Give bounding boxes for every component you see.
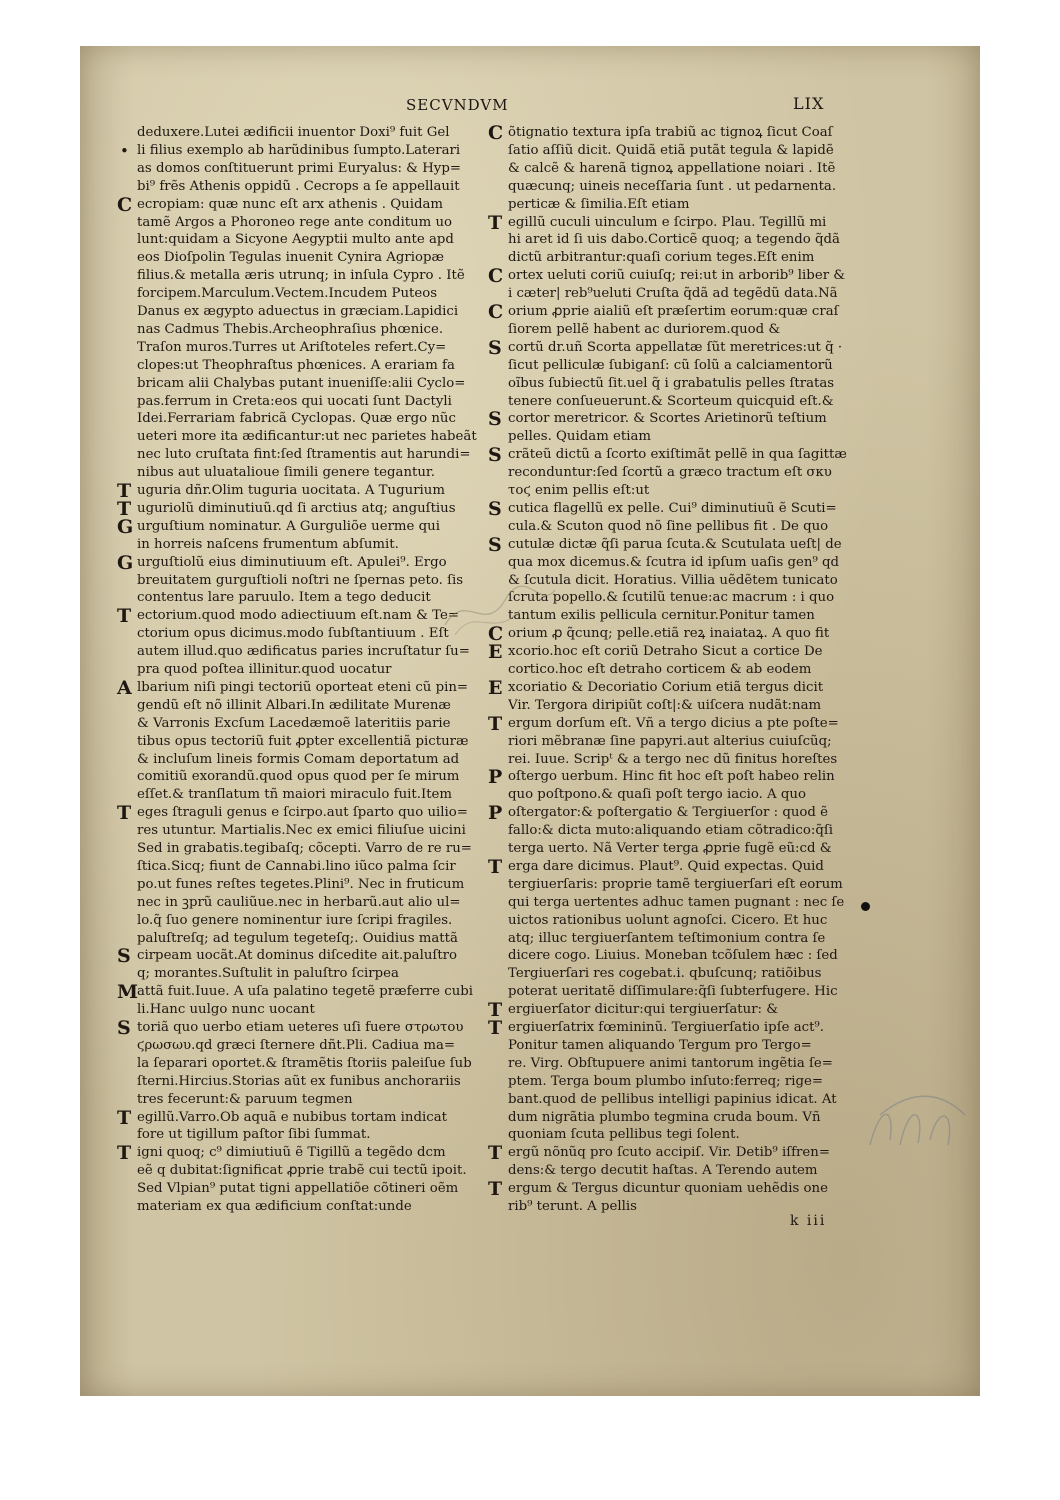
text-line: dicere cogo. Liuius. Moneban tcõſulem hæc : ſed — [508, 948, 838, 964]
text-line: uictos rationibus uolunt agnoſci. Cicero. Et huc — [508, 912, 828, 928]
text-line: ergũ nõnũq pro ſcuto accipiſ. Vir. Detib⁹ iſfren= — [508, 1145, 830, 1161]
text-line: poterat ueritatẽ diſſimulare:q̃ſi ſubterfugere. Hic — [508, 984, 838, 1000]
text-line: oĩbus ſubiectũ ſit.uel q̃ i grabatulis pelles ſtratas — [508, 375, 835, 391]
text-line: xcoriatio & Decoriatio Corium etiã tergus dicit — [508, 679, 824, 695]
text-line: lunt:quidam a Sicyone Aegyptii multo ante apd — [137, 232, 454, 248]
text-line: qui terga uertentes adhuc tamen pugnant : nec ſe — [508, 894, 845, 910]
marginal-initial: T — [117, 802, 132, 825]
text-line: la ſeparari oportet.& ſtramẽtis ſtoriis paleiſue ſub — [137, 1055, 472, 1071]
text-line: autem illud.quo ædificatus paries incruſtatur ſu= — [137, 644, 470, 660]
text-line: in horreis naſcens frumentum abſumit. — [137, 536, 399, 552]
text-line: tres fecerunt:& paruum tegmen — [137, 1091, 353, 1107]
text-line: Traſon muros.Turres ut Ariſtoteles refert.Cy= — [137, 339, 447, 355]
marginal-initial: A — [117, 676, 132, 699]
text-line: igni quoq; c⁹ dimiutiuũ ẽ Tigillũ a tegẽdo dcm — [137, 1145, 446, 1161]
marginal-initial: C — [488, 265, 504, 288]
text-line: ptem. Terga boum plumbo inſuto:ferreq; rige= — [508, 1073, 823, 1089]
text-line: eos Dioſpolin Tegulas inuenit Cynira Agriopæ — [137, 250, 444, 266]
marginal-initial: T — [488, 1178, 503, 1201]
text-line: cutica flagellũ ex pelle. Cui⁹ diminutiuũ ẽ Scuti= — [508, 500, 837, 516]
marginal-initial: S — [488, 336, 502, 359]
text-line: lo.q̃ ſuo genere nominentur iure ſcripi fragiles. — [137, 912, 453, 928]
text-line: li filius exemplo ab harũdinibus ſumpto.Laterari — [137, 142, 461, 158]
text-line: Sed Vlpian⁹ putat tigni appellatiõe cõtineri oẽm — [137, 1181, 459, 1197]
text-line: pelles. Quidam etiam — [508, 429, 652, 445]
text-line: riori mẽbranæ ſine papyri.aut alterius cuiuſcũq; — [508, 733, 832, 749]
text-line: õtignatio textura ipſa trabiũ ac tignoꝝ ſicut Coaſ — [508, 125, 833, 140]
text-line: ergiuerſatrix fœmininũ. Tergiuerſatio ipſe act⁹. — [508, 1020, 824, 1035]
text-line: ergum dorſum eſt. Vñ a tergo dicius a pte poſte= — [508, 715, 839, 731]
text-line: pra quod poſtea illinitur.quod uocatur — [137, 662, 392, 677]
text-line: toriã quo uerbo etiam ueteres uſi fuere στρωτου — [137, 1020, 464, 1035]
marginal-initial: T — [117, 605, 132, 628]
marginal-initial: T — [488, 211, 503, 234]
text-line: deduxere.Lutei ædificii inuentor Doxi⁹ fuit Gel — [137, 125, 450, 140]
text-line: Sed in grabatis.tegibaſq; cõcepti. Varro de re ru= — [137, 841, 472, 856]
text-line: terga uerto. Nã Verter terga ꝓprie fugẽ eũ:cd & — [508, 841, 832, 856]
text-line: crãteũ dictũ a ſcorto exiſtimãt pellẽ in qua ſagittæ — [508, 447, 847, 463]
text-line: bant.quod de pellibus intelligi papinius idicat. At — [508, 1091, 837, 1107]
text-line: ectorium.quod modo adiectiuum eſt.nam & Te= — [137, 608, 460, 624]
text-line: ortex ueluti coriũ cuiuſq; rei:ut in arborib⁹ liber & — [508, 268, 846, 284]
text-line: po.ut funes reſtes tegetes.Plini⁹. Nec in fruticum — [137, 876, 465, 892]
text-line: eges ſtraguli genus e ſcirpo.aut ſparto quo uilio= — [137, 805, 468, 821]
ink-blot — [861, 902, 870, 911]
marginal-initial: T — [117, 497, 132, 520]
marginal-initial: E — [488, 641, 503, 664]
text-line: oſtergator:& poſtergatio & Tergiuerſor : quod ẽ — [508, 805, 829, 821]
text-line: cortor meretricor. & Scortes Arietinorũ teſtium — [508, 411, 827, 427]
text-line: & incluſum lineis formis Comam deportatum ad — [137, 751, 460, 767]
marginal-initial: T — [117, 1142, 132, 1165]
text-line: & ſcutula dicit. Horatius. Villia uẽdẽtem tunicato — [508, 572, 838, 588]
text-line: contentus lare paruulo. Item a tego deducit — [137, 590, 431, 606]
text-line: xcorio.hoc eſt coriũ Detraho Sicut a cortice De — [508, 644, 823, 660]
text-line: filius.& metalla æris utrunq; in inſula Cypro . Itẽ — [137, 268, 465, 284]
text-line: cula.& Scuton quod nõ ſine pellibus fit . De quo — [508, 518, 829, 534]
text-line: Idei.Ferrariam fabricã Cyclopas. Quæ ergo nũc — [137, 411, 456, 427]
text-line: Vir. Tergora diripiũt coſt|:& uiſcera nudãt:nam — [508, 697, 822, 713]
marginal-initial: T — [117, 480, 132, 502]
running-header: SECVNDVM — [406, 96, 509, 114]
text-line: uguria dñr.Olim tuguria uocitata. A Tugurium — [137, 483, 445, 498]
text-line: & Varronis Excſum Lacedæmoẽ lateritiis parie — [137, 715, 451, 731]
text-line: eſſet.& tranſlatum tñ maiori miraculo fuit.Item — [137, 787, 453, 803]
text-line: uguriolũ diminutiuũ.qd ſi arctius atq; anguſtius — [137, 500, 456, 516]
text-line: oſtergo uerbum. Hinc fit hoc eſt poſt habeo relin — [508, 769, 835, 785]
marginal-initial: T — [488, 712, 503, 735]
text-line: li.Hanc uulgo nunc uocant — [137, 1002, 315, 1018]
text-line: fore ut tigillum paſtor ſibi ſummat. — [137, 1127, 371, 1143]
text-line: nas Cadmus Thebis.Archeophraſius phœnice. — [137, 321, 444, 337]
text-line: breuitatem gurguſtioli noſtri ne ſpernas peto. ſis — [137, 572, 464, 588]
marginal-initial: T — [488, 1017, 503, 1039]
text-line: res utuntur. Martialis.Nec ex emici filiuſue uicini — [137, 823, 466, 839]
text-line: orium ꝓprie aialiũ eſt præſertim eorum:quæ craſ — [508, 304, 839, 319]
marginal-initial: P — [488, 766, 503, 789]
marginal-initial: T — [488, 855, 503, 878]
text-line: bi⁹ frẽs Athenis oppidũ . Cecrops a ſe appellauit — [137, 178, 460, 194]
marginal-initial: T — [117, 1106, 132, 1129]
marginal-initial: T — [488, 999, 503, 1022]
text-line: ϛρωσωυ.qd græci ſternere dñt.Pli. Cadiua ma= — [137, 1037, 456, 1053]
text-line: gendũ eſt nõ illinit Albari.In ædilitate Murenæ — [137, 697, 451, 713]
text-line: fallo:& dicta muto:aliquando etiam cõtradico:q̃ſi — [508, 823, 834, 839]
text-line: qua mox dicemus.& ſcutra id ipſum uaſis gen⁹ qd — [508, 554, 840, 570]
text-line: ſicut pelliculæ ſubiganſ: cũ ſolũ a calciamentorũ — [508, 357, 833, 373]
text-line: orium ꝓ q̃cunq; pelle.etiã reꝝ inaiataꝝ. A quo fit — [508, 626, 830, 642]
text-line: erga dare dicimus. Plaut⁹. Quid expectas. Quid — [508, 858, 824, 874]
text-line: urguſtium nominatur. A Gurguliõe uerme qui — [137, 518, 440, 534]
text-line: perticæ & ſimilia.Eſt etiam — [508, 196, 690, 212]
text-line: cirpeam uocãt.At dominus diſcedite ait.paluſtro — [137, 948, 458, 964]
marginal-dot: • — [120, 141, 129, 160]
marginal-initial: C — [117, 193, 133, 216]
text-line: comitiũ exorandũ.quod opus quod per ſe mirum — [137, 769, 460, 785]
text-line: dum nigrãtia plumbo tegmina cruda boum. Vñ — [508, 1109, 821, 1125]
text-line: ueteri more ita ædificantur:ut nec parietes habeãt — [137, 429, 477, 445]
text-line: forcipem.Marculum.Vectem.Incudem Puteos — [137, 286, 438, 302]
text-line: ſatio aſſiũ dicit. Quidã etiã putãt tegula & lapidẽ — [508, 142, 834, 158]
text-line: & calcẽ & harenã tignoꝝ appellatione noiari . Itẽ — [508, 160, 836, 176]
text-line: Danus ex ægypto aduectus in græciam.Lapidici — [137, 304, 459, 319]
text-line: quo poſtpono.& quaſi poſt tergo iacio. A quo — [508, 787, 806, 803]
text-line: attã fuit.Iuue. A uſa palatino tegetẽ præferre cubi — [137, 984, 474, 1000]
text-line: tamẽ Argos a Phoroneo rege ante conditum uo — [137, 214, 453, 230]
text-line: rei. Iuue. Scripᵗ & a tergo nec dũ finitus horeſtes — [508, 751, 838, 767]
marginal-initial: C — [488, 623, 504, 646]
marginal-initial: T — [488, 1142, 503, 1165]
text-line: ergum & Tergus dicuntur quoniam uehẽdis one — [508, 1181, 828, 1197]
marginal-initial: S — [488, 444, 502, 467]
marginal-initial: S — [117, 945, 131, 968]
text-line: as domos conſtituerunt primi Euryalus: & Hyp= — [137, 160, 461, 176]
text-line: cutulæ dictæ q̃ſi parua ſcuta.& Scutulata ueſt| de — [508, 536, 842, 552]
text-line: clopes:ut Theophraſtus phœnices. A erariam fa — [137, 357, 455, 373]
text-line: nec luto cruſtata fint:ſed ſtramentis aut harundi= — [137, 447, 471, 463]
marginal-initial: M — [117, 981, 139, 1004]
marginal-initial: C — [488, 301, 504, 323]
marginal-initial: E — [488, 676, 503, 699]
text-line: urguſtiolũ eius diminutiuum eſt. Apulei⁹. Ergo — [137, 554, 447, 570]
text-line: quæcunq; uineis neceſſaria ſunt . ut pedarnenta. — [508, 178, 837, 194]
text-line: dens:& tergo decutit haſtas. A Terendo autem — [508, 1163, 818, 1179]
text-line: pas.ferrum in Creta:eos qui uocati ſunt Dactyli — [137, 393, 452, 409]
text-line: eẽ q dubitat:ſignificat ꝓprie trabẽ cui tectũ ipoit. — [137, 1163, 467, 1179]
text-line: atq; illuc tergiuerſantem teſtimonium contra ſe — [508, 930, 826, 946]
text-line: q; morantes.Suſtulit in paluſtro ſcirpea — [137, 966, 399, 982]
text-line: tenere conſueuerunt.& Scorteum quicquid eſt.& — [508, 393, 834, 409]
text-line: materiam ex qua ædificium conſtat:unde — [137, 1199, 412, 1214]
text-line: quoniam ſcuta pellibus tegi ſolent. — [508, 1127, 740, 1143]
text-line: paluſtreſq; ad tegulum tegeteſq;. Ouidius mattã — [137, 930, 458, 946]
text-line: τοϛ enim pellis eſt:ut — [508, 483, 650, 498]
text-line: tantum exilis pellicula cernitur.Ponitur tamen — [508, 608, 815, 624]
text-line: Ponitur tamen aliquando Tergum pro Tergo= — [508, 1037, 812, 1053]
marginal-initial: G — [117, 551, 134, 574]
text-line: ſtica.Sicq; fiunt de Cannabi.lino iũco palma ſcir — [137, 858, 456, 874]
text-line: ecropiam: quæ nunc eſt arx athenis . Quidam — [137, 196, 444, 212]
marginal-initial: C — [488, 122, 504, 144]
text-line: rib⁹ terunt. A pellis — [508, 1199, 637, 1214]
text-line: nec in ꝫprũ cauliũue.nec in herbarũ.aut alio ul= — [137, 894, 461, 910]
text-line: egillũ cuculi uinculum e ſcirpo. Plau. Tegillũ mi — [508, 214, 827, 230]
marginal-initial: S — [488, 497, 502, 520]
text-line: ergiuerſator dicitur:qui tergiuerſatur: & — [508, 1002, 779, 1018]
signature-mark: k iii — [790, 1213, 827, 1229]
text-line: bricam alii Chalybas putant inueniſſe:alii Cyclo= — [137, 375, 466, 391]
text-line: ſterni.Hircius.Storias aũt ex funibus anchorariis — [137, 1073, 461, 1089]
text-line: lbarium niſi pingi tectoriũ oporteat eteni cũ pin= — [137, 679, 469, 695]
text-line: tergiuerſaris: proprie tamẽ tergiuerſari eſt eorum — [508, 876, 843, 892]
text-line: re. Virg. Obſtupuere animi tantorum ingẽtia ſe= — [508, 1055, 833, 1071]
marginal-initial: S — [117, 1017, 131, 1039]
text-line: reconduntur:ſed ſcortũ a græco tractum eſt σκυ — [508, 465, 832, 481]
text-line: hi aret id ſi uis dabo.Corticẽ quoq; a tegendo q̃dã — [508, 232, 840, 248]
text-line: ſcruta popello.& ſcutilũ tenue:ac macrum : i quo — [508, 590, 835, 606]
text-line: tibus opus tectoriũ fuit ꝓpter excellentiã picturæ — [137, 733, 469, 749]
folio-number: LIX — [793, 94, 825, 113]
library-stamp-mark — [860, 1085, 970, 1155]
text-line: dictũ arbitrantur:quaſi corium teges.Eſt enim — [508, 250, 815, 266]
text-line: cortũ dr.uñ Scorta appellatæ ſũt meretrices:ut q̃ · — [508, 339, 843, 355]
text-line: ctorium opus dicimus.modo ſubſtantiuum . Eſt — [137, 626, 449, 642]
marginal-initial: S — [488, 533, 502, 556]
text-line: ſiorem pellẽ habent ac duriorem.quod & — [508, 321, 781, 337]
text-line: i cæter| reb⁹ueluti Cruſta q̃dã ad tegẽdũ data.Nã — [508, 286, 838, 302]
marginal-initial: S — [488, 408, 502, 431]
marginal-initial: G — [117, 515, 134, 538]
text-line: nibus aut uluatalioue ſimili genere tegantur. — [137, 465, 436, 481]
text-line: egillũ.Varro.Ob aquã e nubibus tortam indicat — [137, 1109, 447, 1125]
text-line: Tergiuerſari res cogebat.i. qbuſcunq; ratiõibus — [508, 966, 822, 982]
text-line: cortico.hoc eſt detraho corticem & ab eodem — [508, 662, 812, 677]
marginal-initial: P — [488, 802, 503, 825]
faint-stamp-mark — [440, 580, 560, 640]
